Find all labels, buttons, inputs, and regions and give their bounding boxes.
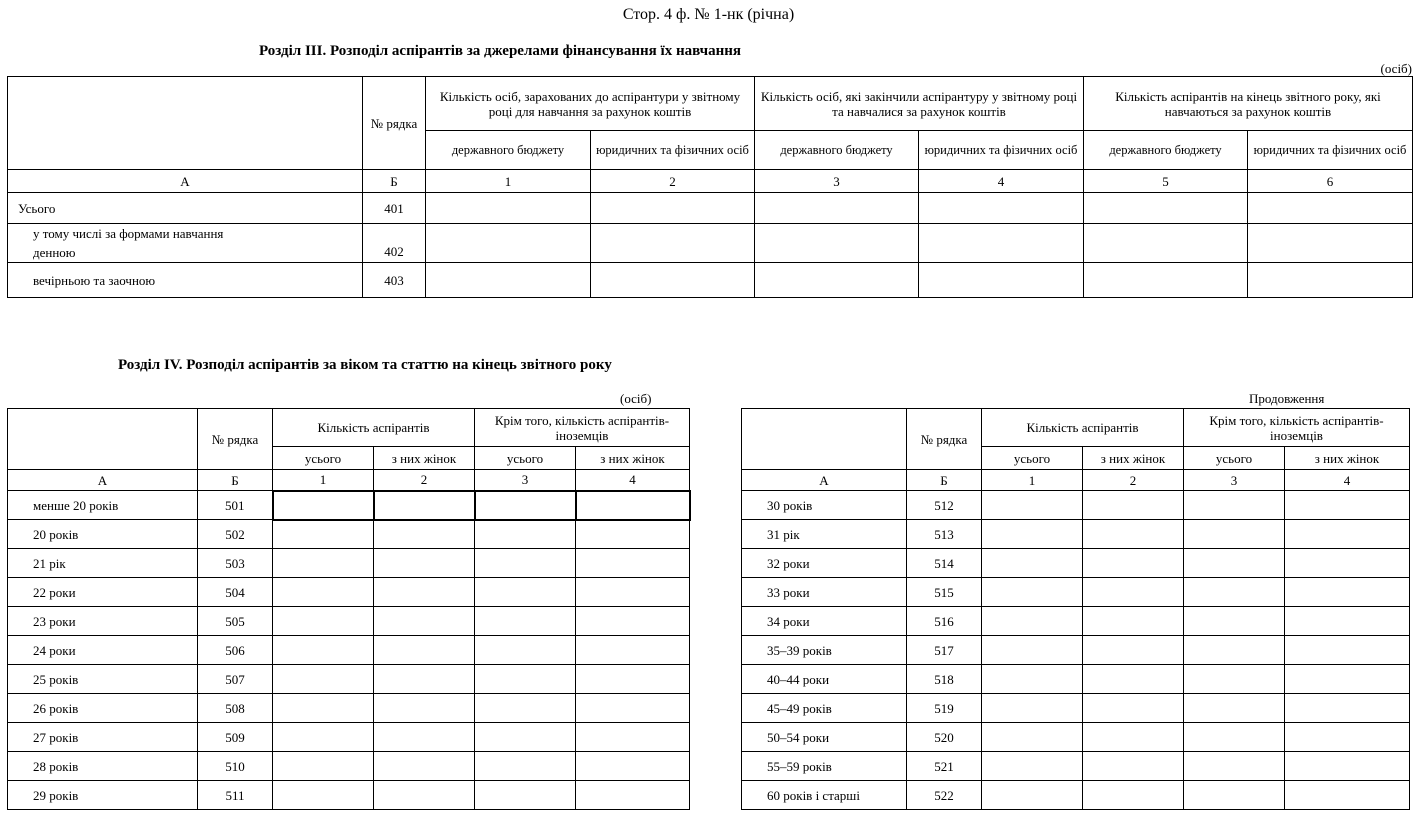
right-body <box>742 491 1410 810</box>
col-row-no: № рядка <box>363 77 426 170</box>
table-row <box>8 752 690 781</box>
input-cell[interactable] <box>1285 578 1410 607</box>
row-number: 509 <box>198 723 273 752</box>
table-row <box>742 578 1410 607</box>
input-cell[interactable] <box>982 607 1083 636</box>
input-cell[interactable] <box>273 607 374 636</box>
input-cell[interactable] <box>273 723 374 752</box>
input-cell[interactable] <box>475 520 576 549</box>
header-blank <box>742 409 907 470</box>
row-number: 512 <box>907 491 982 520</box>
table-row <box>8 781 690 810</box>
input-cell[interactable] <box>1083 520 1184 549</box>
row-number: 506 <box>198 636 273 665</box>
input-cell[interactable] <box>1184 578 1285 607</box>
code-cell: Б <box>907 470 982 491</box>
input-cell[interactable] <box>1184 491 1285 520</box>
left-body <box>8 491 690 810</box>
code-cell: 1 <box>982 470 1083 491</box>
table-row <box>742 636 1410 665</box>
row-label: 33 роки <box>742 578 907 607</box>
input-cell[interactable] <box>426 193 591 224</box>
input-cell[interactable] <box>475 607 576 636</box>
input-cell[interactable] <box>273 520 374 549</box>
table-row <box>742 752 1410 781</box>
input-cell[interactable] <box>591 224 755 263</box>
input-cell[interactable] <box>982 723 1083 752</box>
row-label: 34 роки <box>742 607 907 636</box>
code-cell: 4 <box>919 170 1084 193</box>
row-number: 519 <box>907 694 982 723</box>
input-cell[interactable] <box>1083 491 1184 520</box>
row-number: 518 <box>907 665 982 694</box>
input-cell[interactable] <box>982 549 1083 578</box>
row-number: 522 <box>907 781 982 810</box>
row-number: 517 <box>907 636 982 665</box>
input-cell[interactable] <box>576 752 690 781</box>
section4-table-left <box>7 408 691 810</box>
row-label: 35–39 років <box>742 636 907 665</box>
row-number: 503 <box>198 549 273 578</box>
row-number: 505 <box>198 607 273 636</box>
input-cell[interactable] <box>374 781 475 810</box>
input-cell[interactable] <box>1285 694 1410 723</box>
sub-legal-persons: юридичних та фізичних осіб <box>591 131 755 170</box>
group-end-of-year: Кількість аспірантів на кінець звітного року, які навчаються за рахунок коштів <box>1084 77 1413 131</box>
row-label: 20 років <box>8 520 198 549</box>
input-cell[interactable] <box>576 520 690 549</box>
input-cell[interactable] <box>273 665 374 694</box>
input-cell[interactable] <box>919 263 1084 298</box>
code-cell: 6 <box>1248 170 1413 193</box>
row-label: 60 років і старші <box>742 781 907 810</box>
input-cell[interactable] <box>576 665 690 694</box>
input-cell[interactable] <box>576 694 690 723</box>
table-row <box>8 491 690 520</box>
input-cell[interactable] <box>591 263 755 298</box>
input-cell[interactable] <box>1285 636 1410 665</box>
input-cell[interactable] <box>1285 491 1410 520</box>
input-cell[interactable] <box>273 549 374 578</box>
input-cell[interactable] <box>1285 549 1410 578</box>
input-cell[interactable] <box>374 665 475 694</box>
input-cell[interactable] <box>576 723 690 752</box>
code-cell: 3 <box>1184 470 1285 491</box>
input-cell[interactable] <box>982 520 1083 549</box>
input-cell[interactable] <box>755 263 919 298</box>
sub-total: усього <box>982 447 1083 470</box>
input-cell[interactable] <box>591 193 755 224</box>
input-cell[interactable] <box>374 520 475 549</box>
sub-state-budget: державного бюджету <box>426 131 591 170</box>
input-cell[interactable] <box>982 781 1083 810</box>
input-cell[interactable] <box>576 578 690 607</box>
input-cell[interactable] <box>576 491 690 520</box>
input-cell[interactable] <box>1184 723 1285 752</box>
input-cell[interactable] <box>475 752 576 781</box>
row-label: 30 років <box>742 491 907 520</box>
code-cell: Б <box>363 170 426 193</box>
sub-women: з них жінок <box>1083 447 1184 470</box>
table-row <box>8 520 690 549</box>
input-cell[interactable] <box>982 578 1083 607</box>
input-cell[interactable] <box>1285 723 1410 752</box>
input-cell[interactable] <box>273 694 374 723</box>
row-label: 29 років <box>8 781 198 810</box>
input-cell[interactable] <box>1184 694 1285 723</box>
continuation-label: Продовження <box>1249 391 1325 406</box>
col-row-no: № рядка <box>907 409 982 470</box>
input-cell[interactable] <box>1083 578 1184 607</box>
input-cell[interactable] <box>982 491 1083 520</box>
section3-table <box>7 76 1413 298</box>
table-row <box>742 520 1410 549</box>
input-cell[interactable] <box>475 781 576 810</box>
row-label-line: денною <box>33 245 76 260</box>
input-cell[interactable] <box>982 694 1083 723</box>
input-cell[interactable] <box>475 636 576 665</box>
row-number: 504 <box>198 578 273 607</box>
input-cell[interactable] <box>1285 607 1410 636</box>
table-row <box>8 665 690 694</box>
section3-title: Розділ III. Розподіл аспірантів за джерелами фінансування їх навчання <box>259 43 741 59</box>
row-number: 516 <box>907 607 982 636</box>
table-row <box>8 224 1413 263</box>
input-cell[interactable] <box>1184 607 1285 636</box>
table-row <box>8 694 690 723</box>
group-foreigners: Крім того, кількість аспірантів-іноземців <box>1184 409 1410 447</box>
input-cell[interactable] <box>1248 193 1413 224</box>
input-cell[interactable] <box>374 636 475 665</box>
sub-legal-persons: юридичних та фізичних осіб <box>919 131 1084 170</box>
input-cell[interactable] <box>982 665 1083 694</box>
table-row <box>8 193 1413 224</box>
group-students: Кількість аспірантів <box>273 409 475 447</box>
input-cell[interactable] <box>475 578 576 607</box>
code-cell: 2 <box>374 470 475 491</box>
section4-title: Розділ IV. Розподіл аспірантів за віком та статтю на кінець звітного року <box>118 357 612 373</box>
input-cell[interactable] <box>1084 263 1248 298</box>
table-row <box>742 607 1410 636</box>
section4-unit: (осіб) <box>620 391 652 406</box>
row-label: 21 рік <box>8 549 198 578</box>
code-cell: 5 <box>1084 170 1248 193</box>
table-row <box>742 781 1410 810</box>
table-row <box>8 607 690 636</box>
input-cell[interactable] <box>1083 723 1184 752</box>
code-row <box>742 470 1410 491</box>
input-cell[interactable] <box>919 224 1084 263</box>
table-row <box>8 549 690 578</box>
input-cell[interactable] <box>475 723 576 752</box>
input-cell[interactable] <box>273 578 374 607</box>
input-cell[interactable] <box>1248 263 1413 298</box>
sub-total: усього <box>273 447 374 470</box>
row-label: 23 роки <box>8 607 198 636</box>
input-cell[interactable] <box>1083 607 1184 636</box>
code-cell: 2 <box>591 170 755 193</box>
input-cell[interactable] <box>374 549 475 578</box>
row-number: 402 <box>363 224 426 263</box>
input-cell[interactable] <box>1083 781 1184 810</box>
sub-women: з них жінок <box>1285 447 1410 470</box>
table-row <box>742 491 1410 520</box>
header-blank <box>8 77 363 170</box>
input-cell[interactable] <box>576 636 690 665</box>
row-number: 511 <box>198 781 273 810</box>
code-cell: 4 <box>576 470 690 491</box>
code-cell: 1 <box>273 470 374 491</box>
input-cell[interactable] <box>1083 752 1184 781</box>
table-row <box>8 578 690 607</box>
row-label-line: у тому числі за формами навчання <box>33 226 224 241</box>
input-cell[interactable] <box>1285 520 1410 549</box>
code-cell: 1 <box>426 170 591 193</box>
input-cell[interactable] <box>1084 224 1248 263</box>
page-header: Стор. 4 ф. № 1-нк (річна) <box>622 6 795 23</box>
row-label <box>8 224 363 263</box>
input-cell[interactable] <box>1083 636 1184 665</box>
input-cell[interactable] <box>755 193 919 224</box>
input-cell[interactable] <box>374 578 475 607</box>
input-cell[interactable] <box>374 723 475 752</box>
section4-table-right <box>741 408 1410 810</box>
input-cell[interactable] <box>1248 224 1413 263</box>
input-cell[interactable] <box>1184 549 1285 578</box>
table-row <box>8 636 690 665</box>
group-enrolled: Кількість осіб, зарахованих до аспірантури у звітному році для навчання за рахунок коштів <box>426 77 755 131</box>
row-label: 28 років <box>8 752 198 781</box>
row-label: 45–49 років <box>742 694 907 723</box>
input-cell[interactable] <box>273 781 374 810</box>
sub-total: усього <box>1184 447 1285 470</box>
input-cell[interactable] <box>919 193 1084 224</box>
input-cell[interactable] <box>576 549 690 578</box>
row-number: 508 <box>198 694 273 723</box>
row-number: 507 <box>198 665 273 694</box>
input-cell[interactable] <box>374 607 475 636</box>
group-students: Кількість аспірантів <box>982 409 1184 447</box>
input-cell[interactable] <box>273 752 374 781</box>
sub-state-budget: державного бюджету <box>755 131 919 170</box>
code-row <box>8 470 690 491</box>
row-label: Усього <box>8 193 363 224</box>
row-number: 521 <box>907 752 982 781</box>
code-cell: А <box>742 470 907 491</box>
row-label: 27 років <box>8 723 198 752</box>
row-label: 24 роки <box>8 636 198 665</box>
sub-total: усього <box>475 447 576 470</box>
input-cell[interactable] <box>374 491 475 520</box>
input-cell[interactable] <box>1083 665 1184 694</box>
table-row <box>742 694 1410 723</box>
input-cell[interactable] <box>1083 694 1184 723</box>
row-number: 501 <box>198 491 273 520</box>
row-label: 50–54 роки <box>742 723 907 752</box>
table-row <box>742 723 1410 752</box>
row-number: 520 <box>907 723 982 752</box>
sub-state-budget: державного бюджету <box>1084 131 1248 170</box>
input-cell[interactable] <box>1184 752 1285 781</box>
table-row <box>8 723 690 752</box>
sub-legal-persons: юридичних та фізичних осіб <box>1248 131 1413 170</box>
input-cell[interactable] <box>1184 636 1285 665</box>
input-cell[interactable] <box>273 491 374 520</box>
input-cell[interactable] <box>576 781 690 810</box>
row-label: 26 років <box>8 694 198 723</box>
input-cell[interactable] <box>982 636 1083 665</box>
input-cell[interactable] <box>475 491 576 520</box>
input-cell[interactable] <box>1083 549 1184 578</box>
input-cell[interactable] <box>426 224 591 263</box>
code-cell: 4 <box>1285 470 1410 491</box>
input-cell[interactable] <box>1285 781 1410 810</box>
input-cell[interactable] <box>1285 665 1410 694</box>
row-label: 25 років <box>8 665 198 694</box>
code-cell: 3 <box>475 470 576 491</box>
sub-women: з них жінок <box>374 447 475 470</box>
input-cell[interactable] <box>1184 781 1285 810</box>
table-row <box>742 665 1410 694</box>
input-cell[interactable] <box>426 263 591 298</box>
row-number: 514 <box>907 549 982 578</box>
row-label: 31 рік <box>742 520 907 549</box>
input-cell[interactable] <box>1184 665 1285 694</box>
table-row <box>8 263 1413 298</box>
input-cell[interactable] <box>755 224 919 263</box>
code-cell: 3 <box>755 170 919 193</box>
input-cell[interactable] <box>374 694 475 723</box>
row-label: менше 20 років <box>8 491 198 520</box>
table-row <box>742 549 1410 578</box>
row-label: 32 роки <box>742 549 907 578</box>
col-row-no: № рядка <box>198 409 273 470</box>
row-number: 513 <box>907 520 982 549</box>
input-cell[interactable] <box>475 549 576 578</box>
input-cell[interactable] <box>273 636 374 665</box>
input-cell[interactable] <box>475 665 576 694</box>
row-number: 403 <box>363 263 426 298</box>
input-cell[interactable] <box>576 607 690 636</box>
row-label: 22 роки <box>8 578 198 607</box>
row-label: 40–44 роки <box>742 665 907 694</box>
row-number: 515 <box>907 578 982 607</box>
row-number: 401 <box>363 193 426 224</box>
section3-unit: (осіб) <box>1380 61 1412 76</box>
row-label: вечірньою та заочною <box>8 263 363 298</box>
code-cell: А <box>8 170 363 193</box>
row-number: 510 <box>198 752 273 781</box>
input-cell[interactable] <box>1285 752 1410 781</box>
header-blank <box>8 409 198 470</box>
code-cell: А <box>8 470 198 491</box>
input-cell[interactable] <box>982 752 1083 781</box>
code-cell: 2 <box>1083 470 1184 491</box>
input-cell[interactable] <box>475 694 576 723</box>
code-row <box>8 170 1413 193</box>
input-cell[interactable] <box>1184 520 1285 549</box>
row-label: 55–59 років <box>742 752 907 781</box>
input-cell[interactable] <box>374 752 475 781</box>
group-foreigners: Крім того, кількість аспірантів-іноземців <box>475 409 690 447</box>
row-number: 502 <box>198 520 273 549</box>
input-cell[interactable] <box>1084 193 1248 224</box>
code-cell: Б <box>198 470 273 491</box>
group-graduated: Кількість осіб, які закінчили аспірантуру у звітному році та навчалися за рахунок коштів <box>755 77 1084 131</box>
sub-women: з них жінок <box>576 447 690 470</box>
